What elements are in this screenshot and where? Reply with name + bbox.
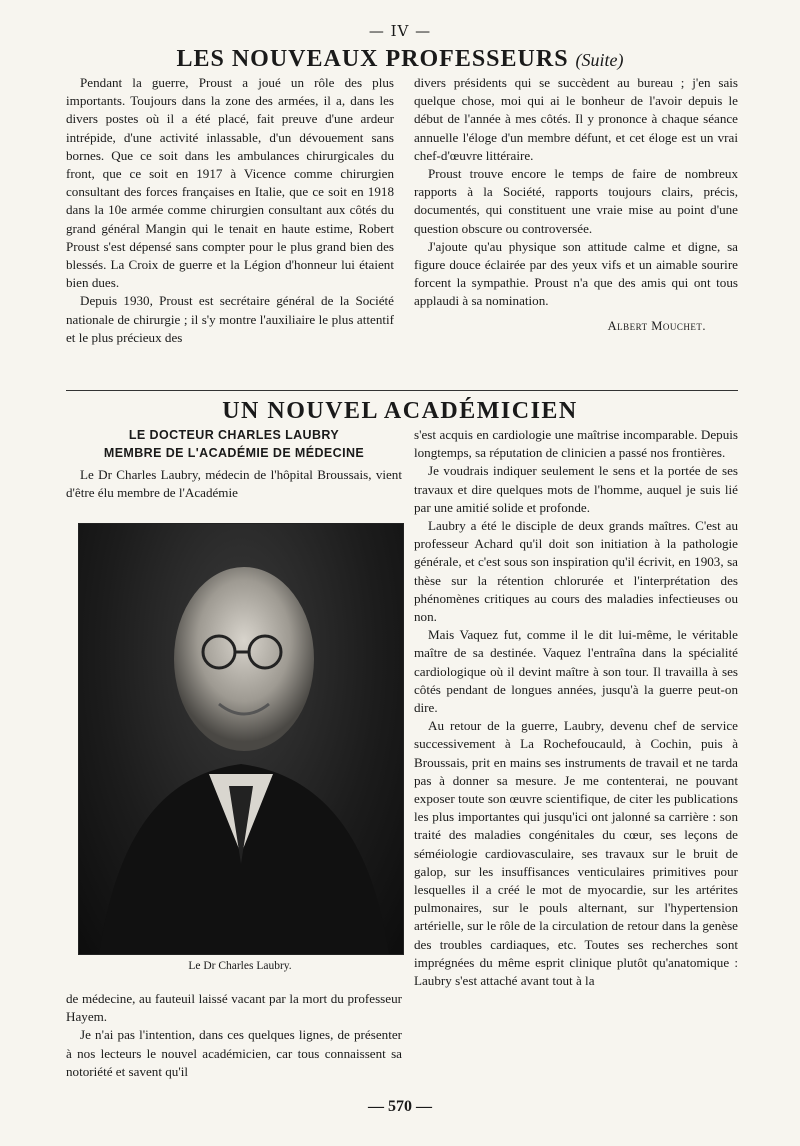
article2-right-paragraph-2: Je voudrais indiquer seulement le sens et la portée de ses travaux et dire quelques mots de l'homme, auquel je suis lié par une amitié solide et profonde. xyxy=(414,463,738,515)
section-title xyxy=(0,46,800,73)
article1-right-paragraph-3: J'ajoute qu'au physique son attitude calme et digne, sa figure douce éclairée par des yeux vifs et un aimable sourire forcent la sympathie. Proust n'a que des amis qui ont tous applaudi à sa nomination. xyxy=(414,238,738,309)
roman-page-number: — IV — xyxy=(368,22,432,40)
article2-right-paragraph-3: Laubry a été le disciple de deux grands maîtres. C'est au professeur Achard qu'il doit son initiation à la pathologie générale, et c'est sous son inspiration qu'il écrivit, en 1903, sa thèse sur la rétention chlorurée et l'interprétation des phénomènes critiques au cours des maladies infectieuses ou non. xyxy=(414,518,738,625)
article2-left-bottom-paragraph-1: de médecine, au fauteuil laissé vacant par la mort du professeur Hayem. xyxy=(66,991,402,1025)
article1-right-paragraph-1: divers présidents qui se succèdent au bureau ; j'en sais quelque chose, moi qui ai le bonheur de l'avoir depuis le début de l'année à mes côtés. Il y prononce à chaque séance annuelle l'éloge d'un membre défunt, et cet éloge est un vrai chef-d'œuvre littéraire. xyxy=(414,75,738,163)
article2-subtitle xyxy=(66,426,402,462)
article1-signature: Albert Mouchet. xyxy=(607,318,706,333)
portrait-photo xyxy=(78,523,404,955)
section-title-text: LES NOUVEAUX PROFESSEURS xyxy=(176,46,569,72)
article1-right-paragraph-2: Proust trouve encore le temps de faire de nombreux rapports à la Société, rapports toujours clairs, précis, documentés, qui constituent une vraie mise au point d'une question obscure ou controversée. xyxy=(414,166,738,236)
head-shape xyxy=(174,567,314,751)
article2-left-bottom-paragraph-2: Je n'ai pas l'intention, dans ces quelques lignes, de présenter à nos lecteurs le nouvel académicien, car tous connaissent sa notoriété et savent qu'il xyxy=(66,1027,402,1079)
article2-right-paragraph-5: Au retour de la guerre, Laubry, devenu chef de service successivement à La Rochefoucauld, à Cochin, puis à Broussais, prit en mains ses instruments de travail et ne tarda pas à donner sa mesure. Je me contenterai, ne pouvant exposer toute son œuvre scientifique, de citer les publications les plus importantes qui jusqu'ici ont jalonné sa carrière : son traité des maladies congénitales du cœur, ses leçons de séméiologie cardiovasculaire, ses travaux sur le bruit de galop, sur les insuffisances venticulaires primitives pour lesquelles il a créé le mot de myocardie, sur les artérites pulmonaires, sur le pouls alternant, sur l'hypertension artérielle, sur le rôle de la circulation de retour dans la genèse des troubles cardiaques, etc. Toutes ses recherches sont imprégnées du même esprit clinique plutôt qu'anatomique : Laubry s'est attaché avant tout à la xyxy=(414,718,738,989)
article2-title: UN NOUVEL ACADÉMICIEN xyxy=(222,398,578,424)
article1-right-column xyxy=(414,74,738,335)
photo-caption: Le Dr Charles Laubry. xyxy=(188,960,292,972)
section-divider xyxy=(66,390,738,391)
section-title-suite: (Suite) xyxy=(575,50,624,70)
article2-left-bottom xyxy=(66,990,402,1081)
article2-subtitle-line1: LE DOCTEUR CHARLES LAUBRY xyxy=(128,428,340,442)
page-number: — 570 — xyxy=(368,1098,432,1115)
article1-left-paragraph-1: Pendant la guerre, Proust a joué un rôle des plus importants. Toujours dans la zone des armées, il a, dans les divers postes où il a été placé, fait preuve d'une ardeur intrépide, d'une activité inlassable, d'un dévouement sans bornes. Que ce soit dans les ambulances chirurgicales du front, que ce soit en 1917 à Vicence comme chirurgien consultant des forces françaises en Italie, que ce soit en 1918 dans la 10e armée comme chirurgien consultant aux côtés du grand général Mangin qui le tenait en haute estime, Robert Proust s'est dépensé sans compter pour le plus grand bien des blessés. La Croix de guerre et la Légion d'honneur lui étaient bien dues. xyxy=(66,75,394,291)
portrait-figure xyxy=(79,524,403,954)
article2-subtitle-line2: MEMBRE DE L'ACADÉMIE DE MÉDECINE xyxy=(103,446,365,460)
article2-left-intro xyxy=(66,466,402,502)
article2-right-paragraph-4: Mais Vaquez fut, comme il le dit lui-même, le véritable maître de sa destinée. Vaquez l'entraîna dans la spécialité cardiologique où il devint maître à son tour. Il travailla à ses côtés pendant de longues années, jusqu'à la guerre peut-on dire. xyxy=(414,627,738,716)
article2-intro-paragraph: Le Dr Charles Laubry, médecin de l'hôpital Broussais, vient d'être élu membre de l'Académie xyxy=(66,467,402,501)
article1-left-paragraph-2: Depuis 1930, Proust est secrétaire général de la Société nationale de chirurgie ; il s'y montre l'auxiliaire le plus attentif et le plus précieux des xyxy=(66,293,394,345)
article2-right-paragraph-1: s'est acquis en cardiologie une maîtrise incomparable. Depuis longtemps, sa réputation de clinicien a passé nos frontières. xyxy=(414,427,738,461)
article1-left-column xyxy=(66,74,394,347)
article2-right-column xyxy=(414,426,738,990)
